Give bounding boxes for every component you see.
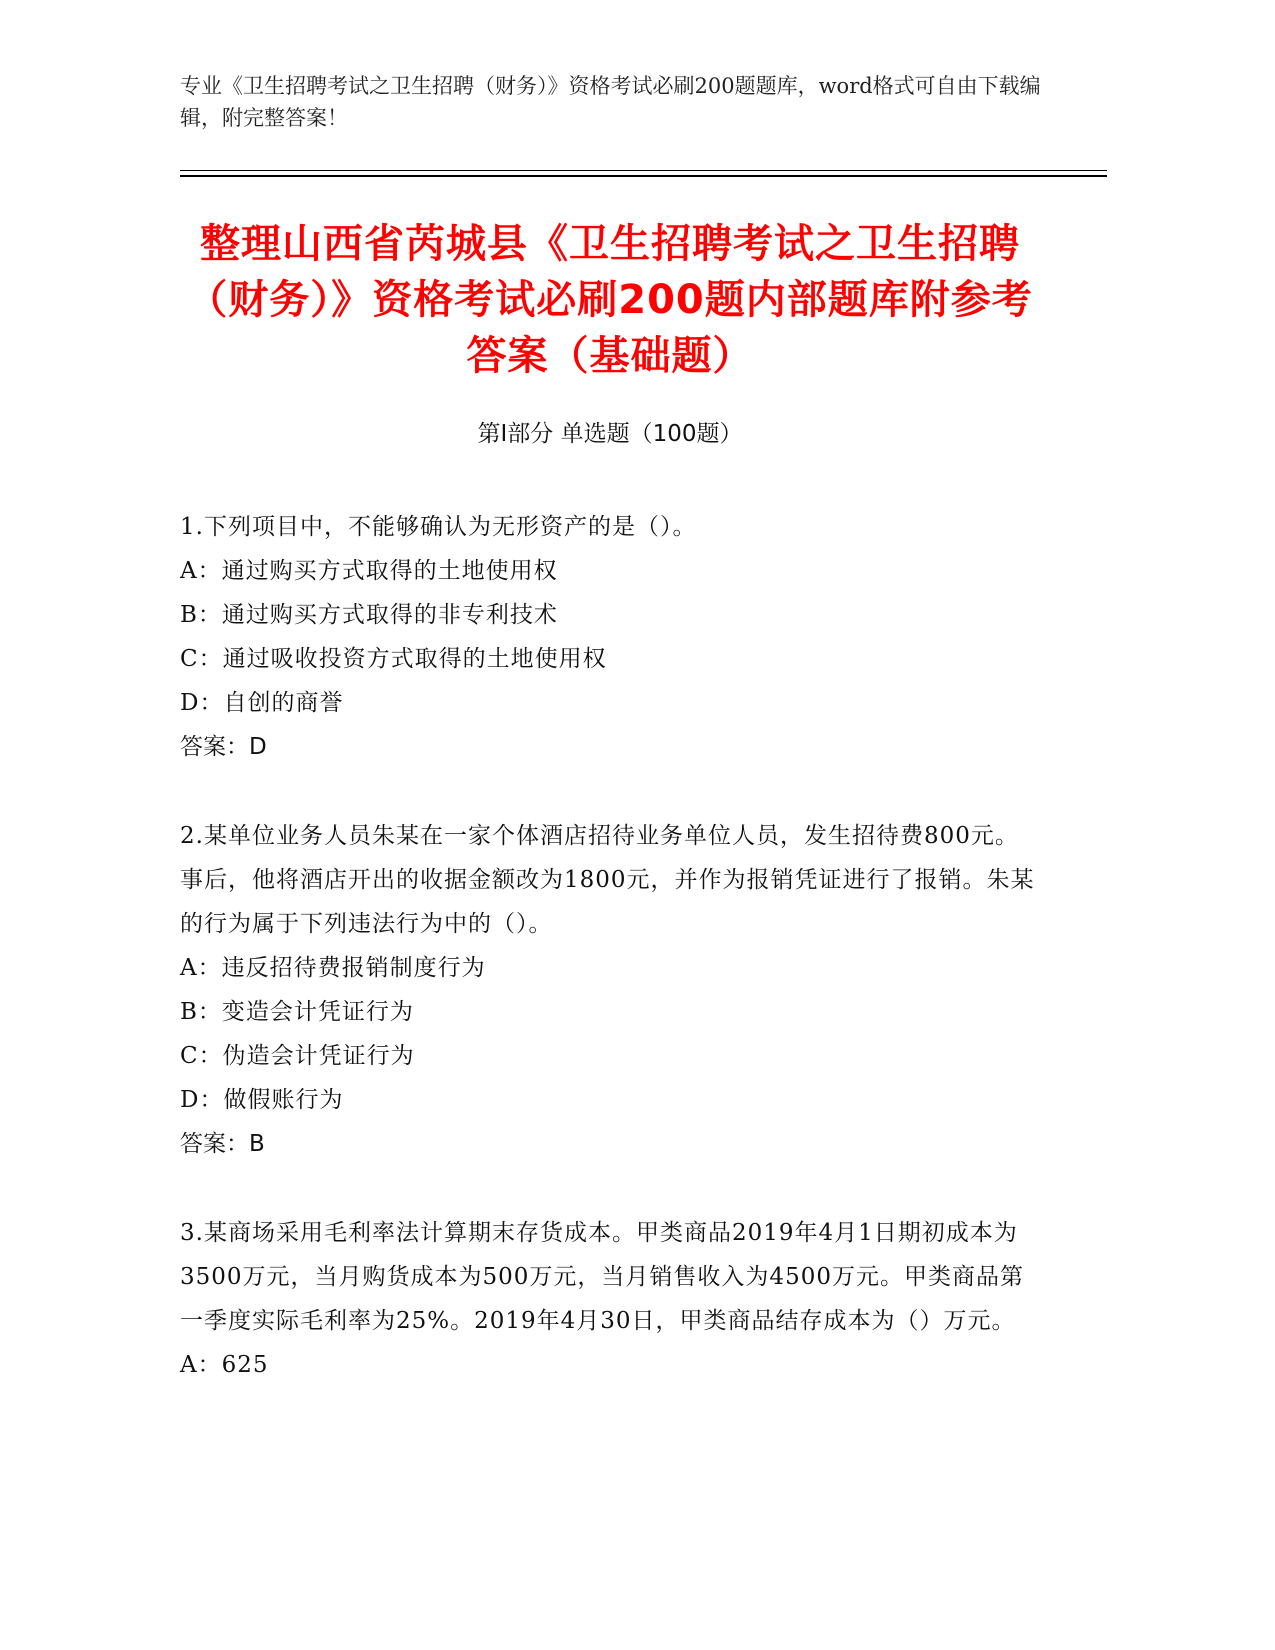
question-3: [180, 1211, 1040, 1387]
question-list: [180, 505, 1040, 1432]
question-2: [180, 814, 1040, 1166]
option-d: D：做假账行为: [180, 1087, 344, 1113]
question-stem: 1.下列项目中，不能够确认为无形资产的是（）。: [180, 514, 697, 540]
option-d: D：自创的商誉: [180, 690, 344, 716]
section-title: 第Ⅰ部分 单选题（100题）: [477, 421, 743, 447]
document-title: 整理山西省芮城县《卫生招聘考试之卫生招聘（财务）》资格考试必刷200题内部题库附参考答案（基础题）: [187, 221, 1033, 379]
option-a: A：违反招待费报销制度行为: [180, 955, 486, 981]
option-c: C：通过吸收投资方式取得的土地使用权: [180, 646, 607, 672]
option-b: B：变造会计凭证行为: [180, 999, 414, 1025]
option-b: B：通过购买方式取得的非专利技术: [180, 602, 558, 628]
header-note: 专业《卫生招聘考试之卫生招聘（财务）》资格考试必刷200题题库，word格式可自由下载编辑，附完整答案！: [180, 74, 1041, 130]
header-rule-thin: [180, 170, 1107, 171]
answer: 答案：D: [180, 734, 267, 760]
header-rule-thick: [180, 175, 1107, 177]
option-a: A：625: [180, 1352, 269, 1378]
question-stem: 2.某单位业务人员朱某在一家个体酒店招待业务单位人员，发生招待费800元。事后，他将酒店开出的收据金额改为1800元，并作为报销凭证进行了报销。朱某的行为属于下列违法行为中的（）。: [180, 823, 1035, 937]
option-a: A：通过购买方式取得的土地使用权: [180, 558, 558, 584]
option-c: C：伪造会计凭证行为: [180, 1043, 415, 1069]
answer: 答案：B: [180, 1131, 265, 1157]
question-stem: 3.某商场采用毛利率法计算期末存货成本。甲类商品2019年4月1日期初成本为3500万元，当月购货成本为500万元，当月销售收入为4500万元。甲类商品第一季度实际毛利率为25%。2019年4月30日，甲类商品结存成本为（）万元。: [180, 1220, 1024, 1334]
question-1: [180, 505, 1040, 769]
